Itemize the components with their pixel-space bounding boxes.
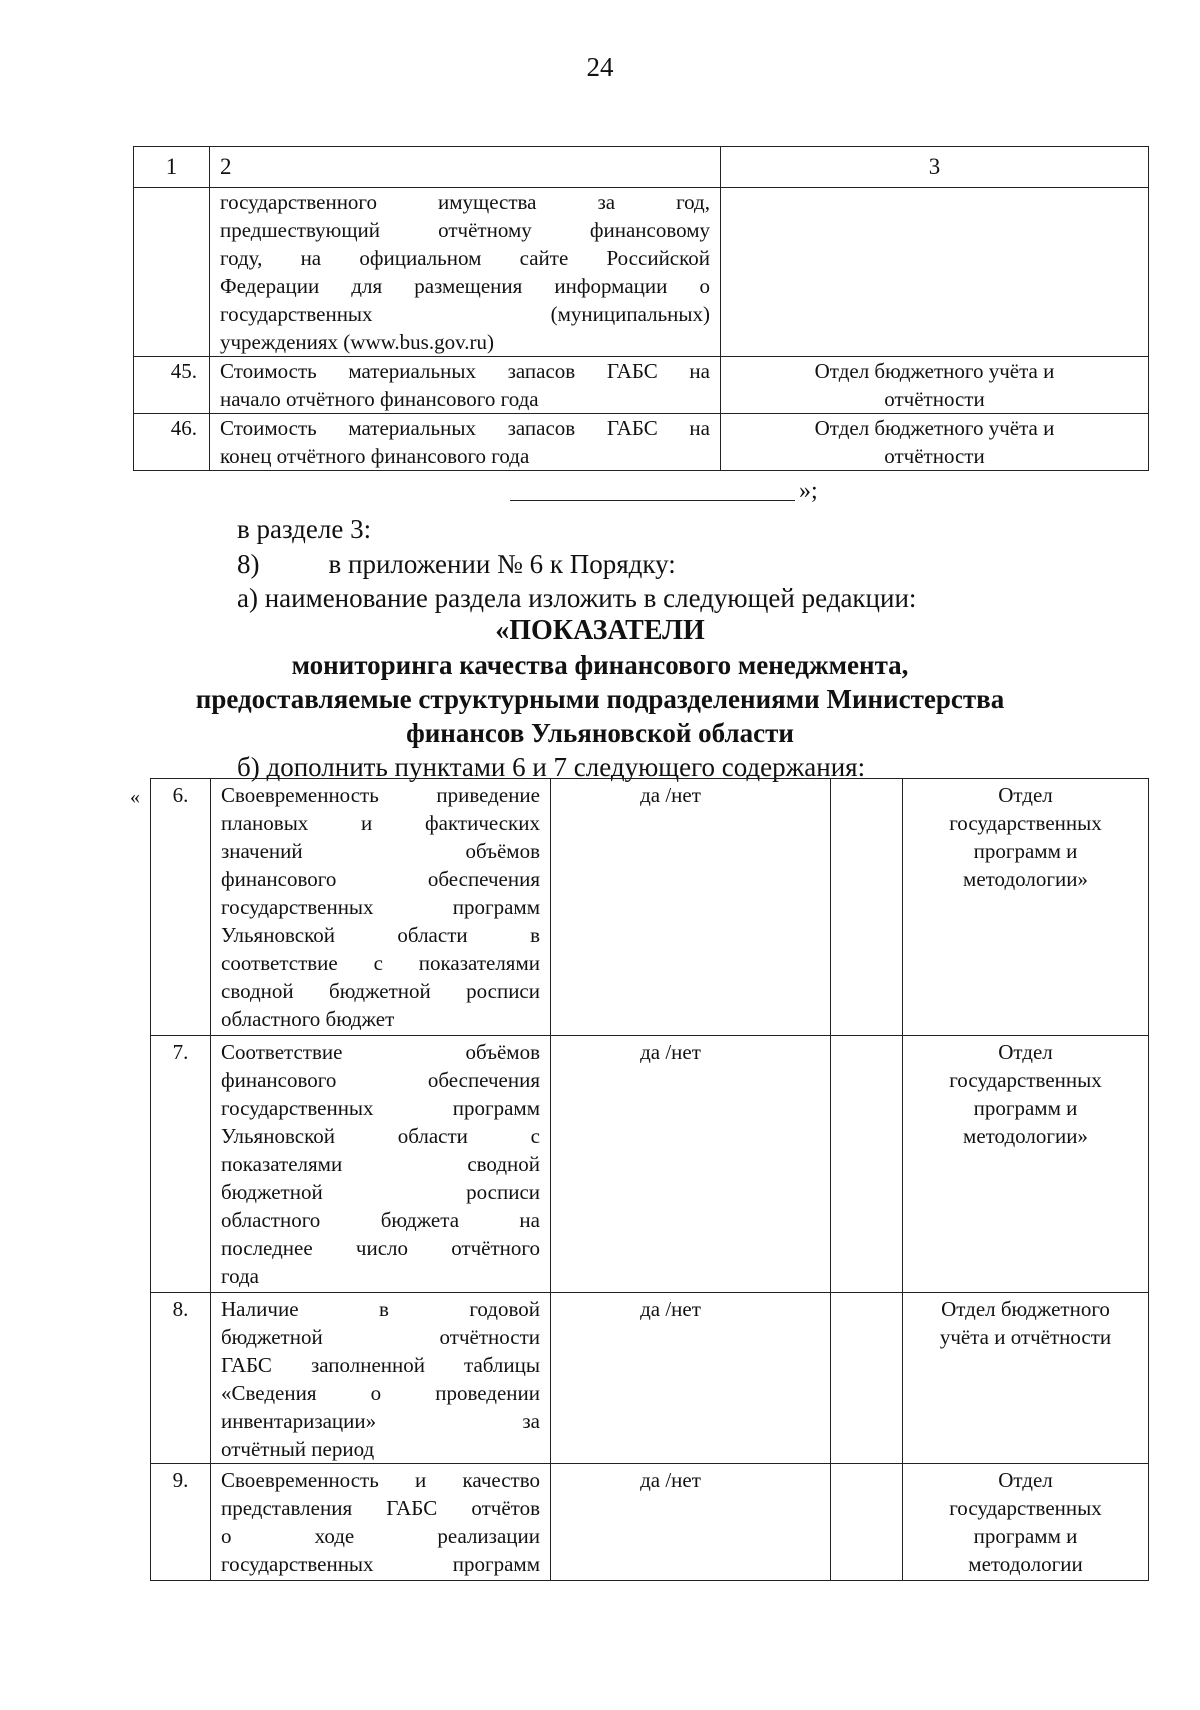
column-header-1: 1: [134, 147, 210, 188]
page-number: 24: [586, 52, 614, 82]
row-number: 7.: [151, 1036, 211, 1293]
document-heading-title: «ПОКАЗАТЕЛИ: [495, 615, 705, 646]
indicator-text: Своевременность и качество представления ГАБС отчётов о ходе реализации государственных программ: [211, 1464, 551, 1581]
responsible-department: Отдел бюджетного учёта и отчётности: [903, 1293, 1149, 1464]
section-line: в разделе 3:: [237, 514, 372, 544]
column-header-2: 2: [210, 147, 721, 188]
closing-quote: »;: [799, 478, 818, 504]
row-number: 45.: [134, 357, 210, 414]
table-row: [151, 1293, 1149, 1464]
row-number: 9.: [151, 1464, 211, 1581]
table-row: [134, 188, 1149, 357]
row-number: 46.: [134, 414, 210, 471]
document-heading-line-3: предоставляемые структурными подразделениями Министерства: [195, 684, 1005, 714]
responsible-department: Отдел государственных программ и методологии»: [903, 779, 1149, 1036]
row-number: 6.: [151, 779, 211, 1036]
indicators-table-continued: [133, 146, 1149, 471]
indicator-text: Соответствие объёмов финансового обеспечения государственных программ Ульяновской области с показателями сводной бюджетной росписи областного бюджета на последнее число отчётного года: [211, 1036, 551, 1293]
quote-close-line: [510, 478, 818, 505]
document-heading-line-2: мониторинга качества финансового менеджмента,: [291, 650, 909, 680]
answer-value: да /нет: [551, 1464, 831, 1581]
indicator-text: государственного имущества за год, предшествующий отчётному финансовому году, на официальном сайте Российской Федерации для размещения информации о государственных (муниципальных) учреждениях (www.bus.gov.ru): [210, 188, 721, 357]
answer-value: да /нет: [551, 779, 831, 1036]
item-8: [237, 547, 676, 581]
responsible-department: [721, 188, 1149, 357]
indicator-text: Наличие в годовой бюджетной отчётности ГАБС заполненной таблицы «Сведения о проведении инвентаризации» за отчётный период: [211, 1293, 551, 1464]
indicator-text: Стоимость материальных запасов ГАБС на начало отчётного финансового года: [210, 357, 721, 414]
empty-cell: [831, 1464, 903, 1581]
indicator-text: Своевременность приведение плановых и фактических значений объёмов финансового обеспечения государственных программ Ульяновской области в соответствие с показателями сводной бюджетной росписи областного бюджет: [211, 779, 551, 1036]
new-indicators-table: [150, 778, 1149, 1581]
responsible-department: Отдел государственных программ и методологии»: [903, 1036, 1149, 1293]
table-header-row: [134, 147, 1149, 188]
row-number: [134, 188, 210, 357]
indicator-text: Стоимость материальных запасов ГАБС на конец отчётного финансового года: [210, 414, 721, 471]
item-b: б) дополнить пунктами 6 и 7 следующего содержания:: [237, 752, 866, 782]
table-row: [134, 414, 1149, 471]
item-8-text: в приложении № 6 к Порядку:: [328, 549, 676, 579]
responsible-department: Отдел государственных программ и методологии: [903, 1464, 1149, 1581]
column-header-3: 3: [721, 147, 1149, 188]
table-row: [134, 357, 1149, 414]
responsible-department: Отдел бюджетного учёта и отчётности: [721, 414, 1149, 471]
item-8-number: 8): [237, 549, 260, 579]
document-heading-line-4: финансов Ульяновской области: [406, 718, 794, 748]
responsible-department: Отдел бюджетного учёта и отчётности: [721, 357, 1149, 414]
answer-value: да /нет: [551, 1036, 831, 1293]
table-row: [151, 779, 1149, 1036]
empty-cell: [831, 1293, 903, 1464]
table-row: [151, 1036, 1149, 1293]
item-a: а) наименование раздела изложить в следующей редакции:: [237, 583, 917, 613]
answer-value: да /нет: [551, 1293, 831, 1464]
signature-underline: [510, 500, 795, 501]
row-number: 8.: [151, 1293, 211, 1464]
table-row: [151, 1464, 1149, 1581]
empty-cell: [831, 779, 903, 1036]
table-open-quote: «: [130, 786, 140, 808]
empty-cell: [831, 1036, 903, 1293]
